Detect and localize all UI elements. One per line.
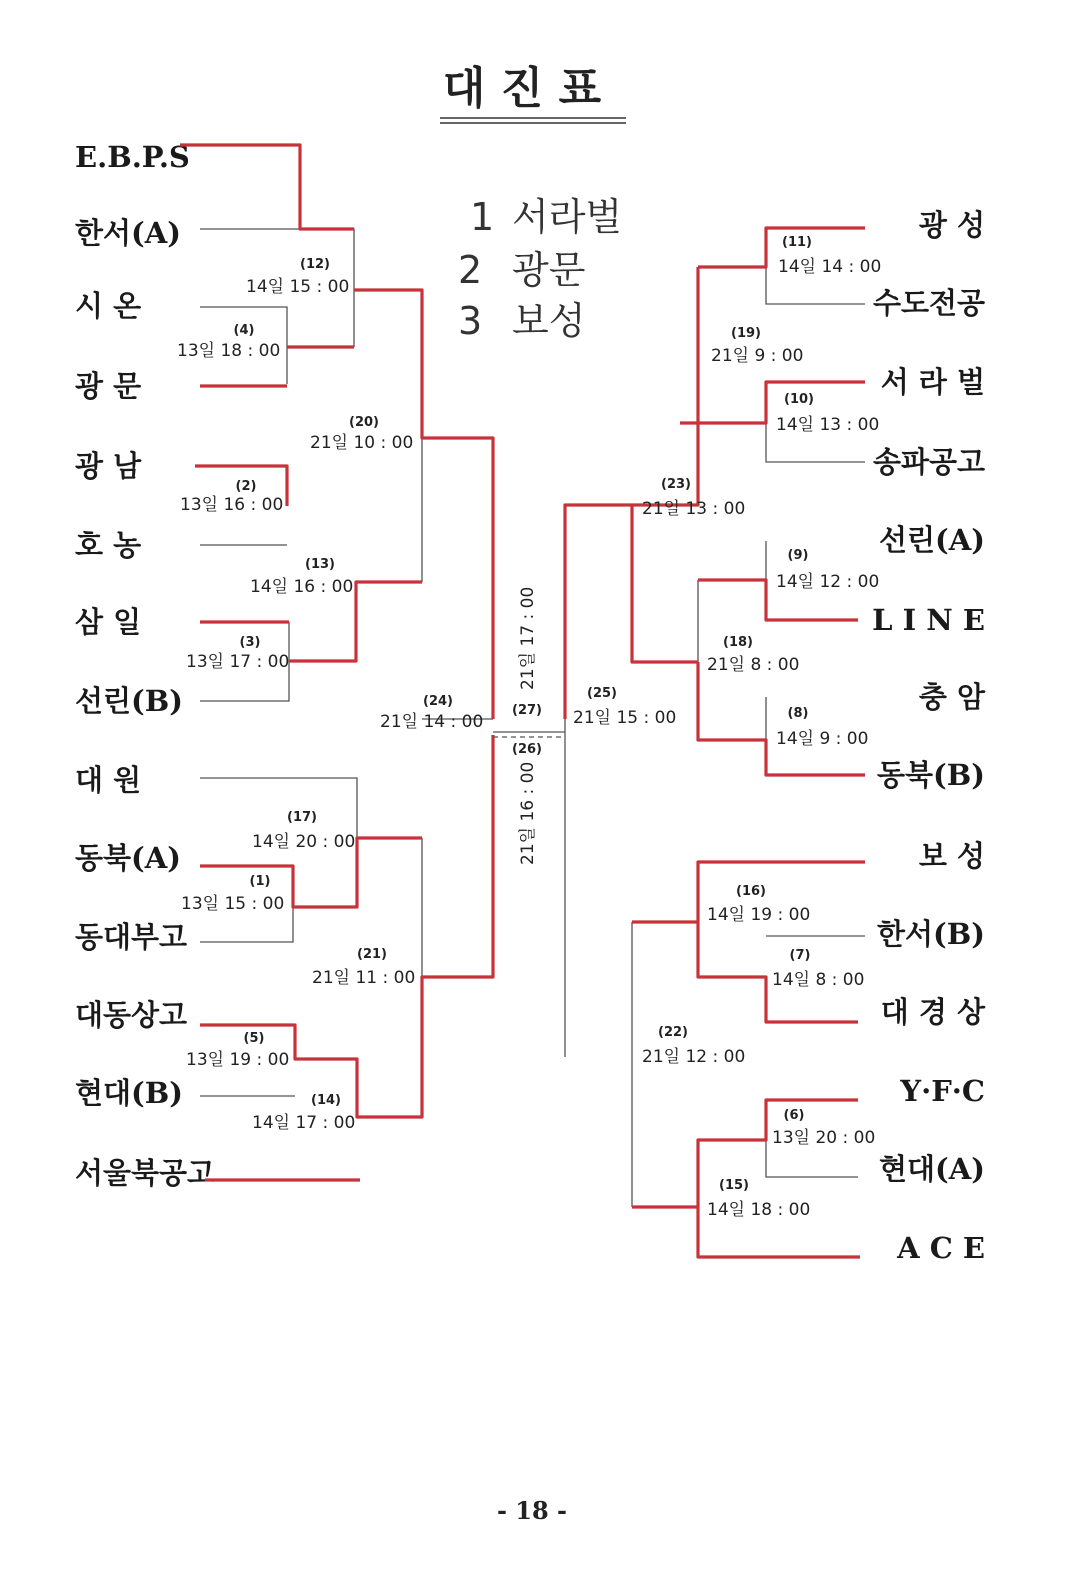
rank-1-number: 1: [470, 195, 495, 239]
match-20-time: 21일 10 : 00: [310, 433, 414, 453]
match-19-no: (19): [731, 326, 761, 341]
rank-2-number: 2: [458, 248, 483, 292]
rank-3-name: 보성: [512, 299, 586, 343]
team-name: 동대부고: [75, 920, 188, 954]
match-12-no: (12): [300, 257, 330, 272]
match-25-time: 21일 15 : 00: [573, 708, 677, 728]
match-16-time: 14일 19 : 00: [707, 905, 811, 925]
match-4-time: 13일 18 : 00: [177, 341, 281, 361]
match-18-time: 21일 8 : 00: [707, 655, 800, 675]
team-name: 현대(B): [75, 1076, 183, 1110]
match-14-time: 14일 17 : 00: [252, 1113, 356, 1133]
team-name: A C E: [897, 1231, 985, 1265]
match-25-no: (25): [587, 686, 617, 701]
team-name: 대 경 상: [880, 995, 985, 1029]
team-name: 서울북공고: [75, 1156, 216, 1190]
match-13-no: (13): [305, 557, 335, 572]
rankings: [458, 195, 622, 343]
team-name: 수도전공: [872, 286, 985, 320]
match-1-no: (1): [249, 874, 271, 889]
team-name: 삼 일: [75, 605, 142, 639]
match-4-no: (4): [233, 323, 255, 338]
match-6-time: 13일 20 : 00: [772, 1128, 876, 1148]
team-name: L I N E: [872, 603, 985, 637]
match-26-no: (26): [512, 742, 542, 757]
match-23-time: 21일 13 : 00: [642, 499, 746, 519]
team-name: 선린(A): [879, 523, 985, 557]
team-name: 서 라 벌: [880, 365, 985, 399]
rank-3-number: 3: [458, 299, 483, 343]
match-8-no: (8): [787, 706, 809, 721]
rank-2-name: 광문: [512, 248, 586, 292]
match-23-no: (23): [661, 477, 691, 492]
team-name: 동북(B): [877, 758, 985, 792]
match-5-no: (5): [243, 1031, 265, 1046]
match-27-no: (27): [512, 703, 542, 718]
team-name: E.B.P.S: [75, 140, 190, 174]
match-15-time: 14일 18 : 00: [707, 1200, 811, 1220]
match-17-no: (17): [287, 810, 317, 825]
match-14-no: (14): [311, 1093, 341, 1108]
match-2-no: (2): [235, 479, 257, 494]
page-title: 대 진 표: [442, 63, 602, 114]
match-24-no: (24): [423, 694, 453, 709]
team-name: 충 암: [918, 680, 985, 714]
match-10-no: (10): [784, 392, 814, 407]
match-17-time: 14일 20 : 00: [252, 832, 356, 852]
match-10-time: 14일 13 : 00: [776, 415, 880, 435]
match-12-time: 14일 15 : 00: [246, 277, 350, 297]
match-20-no: (20): [349, 415, 379, 430]
match-9-no: (9): [787, 548, 809, 563]
team-name: 보 성: [918, 839, 985, 873]
match-7-no: (7): [789, 948, 811, 963]
team-name: 한서(B): [877, 917, 985, 951]
match-3-no: (3): [239, 635, 261, 650]
match-27-time: 21일 17 : 00: [518, 586, 538, 690]
final-center: [493, 587, 565, 865]
match-8-time: 14일 9 : 00: [776, 729, 869, 749]
team-name: 선린(B): [75, 684, 183, 718]
match-13-time: 14일 16 : 00: [250, 577, 354, 597]
right-team-list: [872, 208, 986, 1265]
match-16-no: (16): [736, 884, 766, 899]
match-21-no: (21): [357, 947, 387, 962]
match-7-time: 14일 8 : 00: [772, 970, 865, 990]
team-name: 대 원: [75, 763, 142, 797]
team-name: 대동상고: [75, 998, 188, 1032]
match-19-time: 21일 9 : 00: [711, 346, 804, 366]
team-name: 광 남: [75, 449, 142, 483]
match-6-no: (6): [783, 1108, 805, 1123]
page-number: - 18 -: [496, 1496, 568, 1525]
rank-1-name: 서라벌: [512, 195, 623, 239]
team-name: 광 성: [918, 208, 985, 242]
match-9-time: 14일 12 : 00: [776, 572, 880, 592]
match-26-time: 21일 16 : 00: [518, 761, 538, 865]
match-3-time: 13일 17 : 00: [186, 652, 290, 672]
team-name: 송파공고: [872, 445, 985, 479]
team-name: Y·F·C: [900, 1074, 985, 1108]
team-name: 현대(A): [879, 1152, 985, 1186]
match-11-no: (11): [782, 235, 812, 250]
match-1-time: 13일 15 : 00: [181, 894, 285, 914]
team-name: 한서(A): [75, 216, 181, 250]
match-2-time: 13일 16 : 00: [180, 495, 284, 515]
match-22-no: (22): [658, 1025, 688, 1040]
team-name: 시 온: [75, 289, 142, 323]
team-name: 호 농: [75, 528, 142, 562]
match-11-time: 14일 14 : 00: [778, 257, 882, 277]
match-5-time: 13일 19 : 00: [186, 1050, 290, 1070]
match-21-time: 21일 11 : 00: [312, 968, 416, 988]
match-15-no: (15): [719, 1178, 749, 1193]
match-22-time: 21일 12 : 00: [642, 1047, 746, 1067]
match-18-no: (18): [723, 635, 753, 650]
team-name: 동북(A): [75, 841, 181, 875]
team-name: 광 문: [75, 369, 142, 403]
match-24-time: 21일 14 : 00: [380, 712, 484, 732]
